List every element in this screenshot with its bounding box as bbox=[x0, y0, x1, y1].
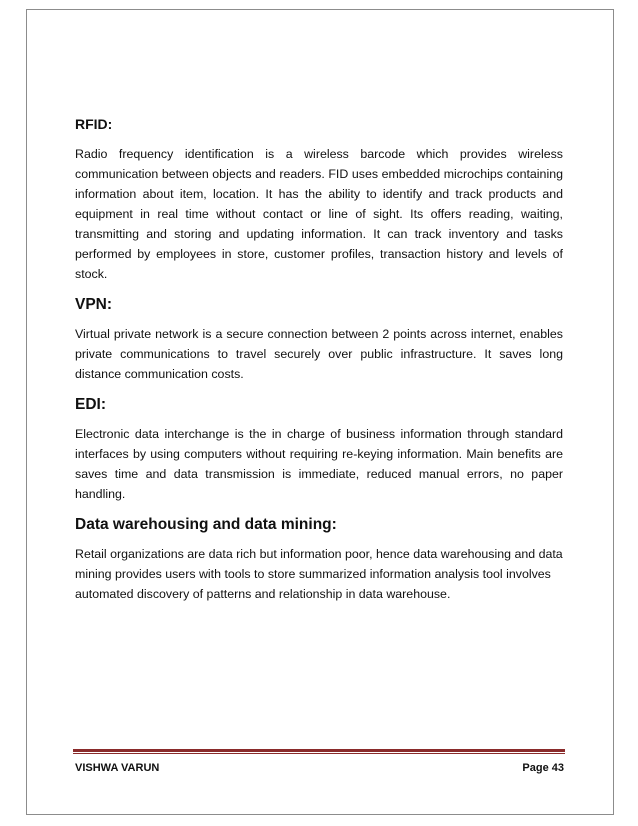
section-heading: EDI: bbox=[75, 396, 106, 413]
section-data-warehousing bbox=[75, 514, 563, 604]
section-paragraph: Electronic data interchange is the in charge of business information through standard interfaces by using computers without requiring re-keying information. Main benefits are saves time and data transmission is immediate, reduced manual errors, no paper handling. bbox=[75, 427, 563, 501]
footer-rule-thin bbox=[73, 753, 565, 754]
section-paragraph: Retail organizations are data rich but information poor, hence data warehousing and data mining provides users with tools to store summarized information analysis tool involves automated discovery of patterns and relationship in data warehouse. bbox=[75, 547, 563, 601]
document-body bbox=[75, 114, 563, 604]
footer-rule bbox=[73, 749, 565, 752]
section-edi bbox=[75, 394, 563, 504]
footer-author: VISHWA VARUN bbox=[75, 762, 160, 774]
section-heading: RFID: bbox=[75, 116, 113, 132]
section-heading: VPN: bbox=[75, 296, 113, 313]
footer-page-number: Page 43 bbox=[522, 762, 564, 774]
section-rfid bbox=[75, 114, 563, 284]
section-heading: Data warehousing and data mining: bbox=[75, 516, 337, 533]
section-paragraph: Radio frequency identification is a wireless barcode which provides wireless communication between objects and readers. FID uses embedded microchips containing information about item, location. It has the ability to identify and track products and equipment in real time without contact or line of sight. Its offers reading, waiting, transmitting and storing and updating information. It can track inventory and tasks performed by employees in store, customer profiles, transaction history and levels of stock. bbox=[75, 147, 563, 281]
section-vpn bbox=[75, 294, 563, 384]
section-paragraph: Virtual private network is a secure connection between 2 points across internet, enables private communications to travel securely over public infrastructure. It saves long distance communication costs. bbox=[75, 327, 563, 381]
